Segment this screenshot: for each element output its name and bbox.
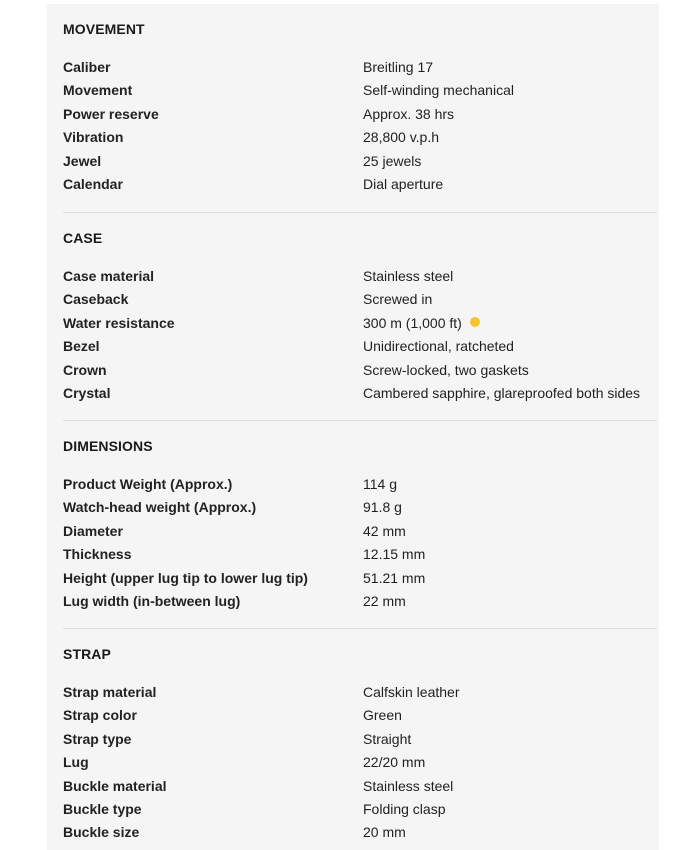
spec-value: Breitling 17: [363, 59, 434, 75]
specifications-panel: [47, 4, 659, 850]
spec-label: Lug: [63, 754, 89, 771]
spec-value: 91.8 g: [363, 499, 402, 516]
spec-row: [63, 82, 657, 105]
spec-list: [63, 684, 657, 848]
spec-value: 22/20 mm: [363, 754, 426, 771]
spec-list: [63, 476, 657, 616]
spec-label: Bezel: [63, 338, 100, 355]
spec-label: Vibration: [63, 129, 124, 146]
spec-label: Lug width (in-between lug): [63, 592, 241, 609]
spec-row: [63, 129, 657, 152]
spec-label: Buckle material: [63, 777, 167, 794]
spec-value: 20 mm: [363, 824, 406, 841]
section-divider: [63, 628, 657, 629]
spec-list: [63, 268, 657, 408]
spec-label: Movement: [63, 82, 133, 99]
spec-label: Strap material: [63, 684, 157, 700]
spec-row: [63, 593, 657, 616]
spec-value: Screwed in: [363, 291, 433, 308]
section-title: STRAP: [63, 646, 111, 662]
spec-row: [63, 362, 657, 385]
spec-value-text: 300 m (1,000 ft): [363, 314, 462, 331]
spec-value: 28,800 v.p.h: [363, 129, 440, 146]
spec-list: [63, 59, 657, 199]
spec-value: Screw-locked, two gaskets: [363, 361, 529, 378]
spec-value: 114 g: [363, 476, 397, 492]
spec-row: [63, 523, 657, 546]
spec-row: [63, 499, 657, 522]
spec-label: Buckle type: [63, 800, 142, 817]
spec-row: [63, 315, 657, 338]
section-title: CASE: [63, 230, 103, 246]
spec-label: Case material: [63, 268, 155, 284]
section-title: MOVEMENT: [63, 21, 145, 37]
spec-row: [63, 801, 657, 824]
spec-row: [63, 707, 657, 730]
spec-value: Stainless steel: [363, 268, 454, 284]
spec-value: 22 mm: [363, 592, 406, 609]
spec-label: Caliber: [63, 59, 111, 75]
spec-value: 12.15 mm: [363, 546, 426, 563]
spec-label: Crystal: [63, 384, 111, 401]
spec-row: [63, 546, 657, 569]
spec-value: Calfskin leather: [363, 684, 460, 700]
spec-value: [363, 315, 480, 331]
spec-row: [63, 338, 657, 361]
spec-row: [63, 176, 657, 199]
spec-row: [63, 59, 657, 82]
spec-value: 42 mm: [363, 522, 406, 539]
spec-row: [63, 754, 657, 777]
spec-value: Folding clasp: [363, 800, 446, 817]
spec-row: [63, 153, 657, 176]
spec-label: Caseback: [63, 291, 129, 308]
spec-label: Strap type: [63, 730, 132, 747]
spec-value: Dial aperture: [363, 175, 444, 192]
spec-label: Calendar: [63, 175, 123, 192]
spec-label: Strap color: [63, 707, 137, 724]
spec-value: Stainless steel: [363, 777, 454, 794]
spec-value: Unidirectional, ratcheted: [363, 338, 514, 355]
spec-label: Buckle size: [63, 824, 140, 841]
section-title: DIMENSIONS: [63, 438, 153, 454]
spec-label: Jewel: [63, 152, 102, 169]
spec-row: [63, 291, 657, 314]
spec-row: [63, 731, 657, 754]
spec-label: Water resistance: [63, 314, 175, 331]
spec-value: Cambered sapphire, glareproofed both sides: [363, 384, 641, 401]
spec-value: Green: [363, 707, 402, 724]
spec-row: [63, 778, 657, 801]
spec-value: 51.21 mm: [363, 569, 426, 586]
spec-value: 25 jewels: [363, 152, 422, 169]
spec-value: Straight: [363, 730, 412, 747]
section-divider: [63, 212, 657, 213]
spec-row: [63, 385, 657, 408]
spec-label: Product Weight (Approx.): [63, 476, 233, 492]
spec-row: [63, 476, 657, 499]
spec-row: [63, 824, 657, 847]
spec-label: Power reserve: [63, 105, 159, 122]
spec-label: Thickness: [63, 546, 132, 563]
spec-label: Watch-head weight (Approx.): [63, 499, 257, 516]
spec-row: [63, 268, 657, 291]
info-dot-icon[interactable]: [470, 317, 480, 327]
spec-row: [63, 684, 657, 707]
spec-row: [63, 570, 657, 593]
spec-value: Self-winding mechanical: [363, 82, 514, 99]
spec-row: [63, 106, 657, 129]
spec-label: Height (upper lug tip to lower lug tip): [63, 569, 308, 586]
section-divider: [63, 420, 657, 421]
spec-label: Crown: [63, 361, 107, 378]
spec-value: Approx. 38 hrs: [363, 105, 455, 122]
spec-label: Diameter: [63, 522, 123, 539]
